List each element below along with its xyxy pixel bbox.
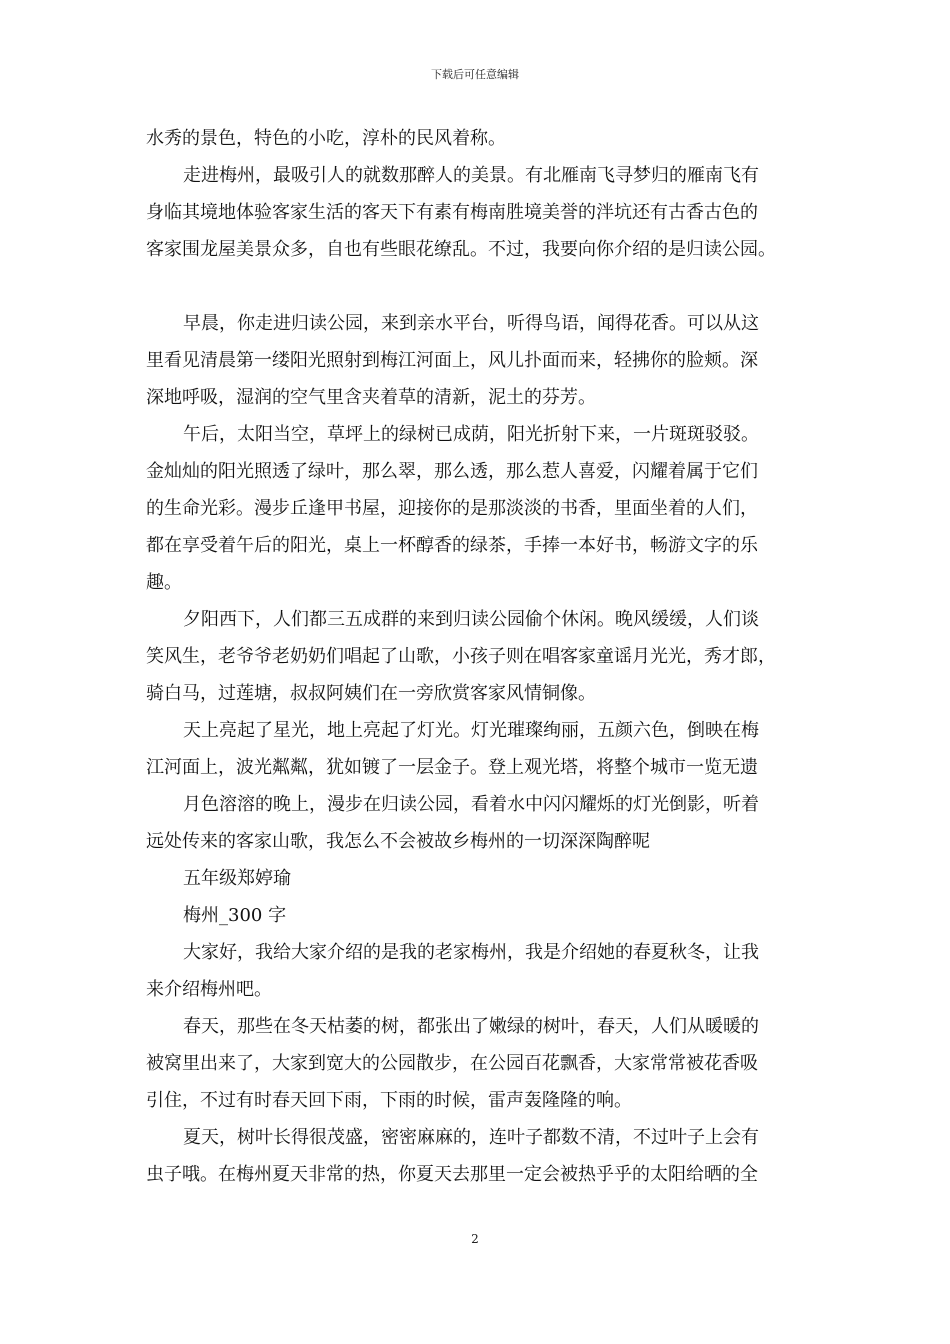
paragraph-start-line: 春天，那些在冬天枯萎的树，都张出了嫩绿的树叶，春天，人们从暖暖的 <box>183 1016 759 1037</box>
paragraph-start-line: 走进梅州，最吸引人的就数那醉人的美景。有北雁南飞寻梦归的雁南飞有 <box>183 165 759 186</box>
text-line: 的生命光彩。漫步丘逢甲书屋，迎接你的是那淡淡的书香，里面坐着的人们， <box>146 498 758 519</box>
text-line: 被窝里出来了，大家到宽大的公园散步，在公园百花飘香，大家常常被花香吸 <box>146 1053 758 1074</box>
paragraph-start-line: 夕阳西下，人们都三五成群的来到归读公园偷个休闲。晚风缓缓，人们谈 <box>183 609 759 630</box>
page-header: 下载后可任意编辑 <box>431 68 519 81</box>
text-line: 都在享受着午后的阳光，桌上一杯醇香的绿茶，手捧一本好书，畅游文字的乐 <box>146 535 758 556</box>
paragraph-start-line: 早晨，你走进归读公园，来到亲水平台，听得鸟语，闻得花香。可以从这 <box>183 313 759 334</box>
text-line: 远处传来的客家山歌，我怎么不会被故乡梅州的一切深深陶醉呢 <box>146 831 650 852</box>
paragraph-start-line: 天上亮起了星光，地上亮起了灯光。灯光璀璨绚丽，五颜六色，倒映在梅 <box>183 720 759 741</box>
page-number: 2 <box>471 1232 479 1246</box>
paragraph-start-line: 月色溶溶的晚上，漫步在归读公园，看着水中闪闪耀烁的灯光倒影，听着 <box>183 794 759 815</box>
text-line: 虫子哦。在梅州夏天非常的热，你夏天去那里一定会被热乎乎的太阳给晒的全 <box>146 1164 758 1185</box>
paragraph-start-line: 午后，太阳当空，草坪上的绿树已成荫，阳光折射下来，一片斑斑驳驳。 <box>183 424 759 445</box>
paragraph-start-line: 夏天，树叶长得很茂盛，密密麻麻的，连叶子都数不清，不过叶子上会有 <box>183 1127 759 1148</box>
text-line: 水秀的景色，特色的小吃，淳朴的民风着称。 <box>146 128 506 149</box>
text-line: 趣。 <box>146 572 182 593</box>
document-body <box>146 120 826 1193</box>
text-line: 来介绍梅州吧。 <box>146 979 272 1000</box>
author-line: 五年级郑婷瑜 <box>183 868 291 889</box>
text-line: 深地呼吸，湿润的空气里含夹着草的清新，泥土的芬芳。 <box>146 387 596 408</box>
text-line: 客家围龙屋美景众多，自也有些眼花缭乱。不过，我要向你介绍的是归读公园。 <box>146 239 776 260</box>
text-line: 引住，不过有时春天回下雨，下雨的时候，雷声轰隆隆的响。 <box>146 1090 632 1111</box>
text-line: 金灿灿的阳光照透了绿叶，那么翠，那么透，那么惹人喜爱，闪耀着属于它们 <box>146 461 758 482</box>
paragraph-start-line: 大家好，我给大家介绍的是我的老家梅州，我是介绍她的春夏秋冬，让我 <box>183 942 759 963</box>
text-line: 江河面上，波光粼粼，犹如镀了一层金子。登上观光塔，将整个城市一览无遗 <box>146 757 758 778</box>
essay-title-line: 梅州_300 字 <box>183 905 287 926</box>
text-line: 身临其境地体验客家生活的客天下有素有梅南胜境美誉的泮坑还有古香古色的 <box>146 202 758 223</box>
paragraph-gap <box>146 268 826 305</box>
text-line: 笑风生，老爷爷老奶奶们唱起了山歌，小孩子则在唱客家童谣月光光，秀才郎， <box>146 646 776 667</box>
text-line: 里看见清晨第一缕阳光照射到梅江河面上，风儿扑面而来，轻拂你的脸颊。深 <box>146 350 758 371</box>
text-line: 骑白马，过莲塘，叔叔阿姨们在一旁欣赏客家风情铜像。 <box>146 683 596 704</box>
